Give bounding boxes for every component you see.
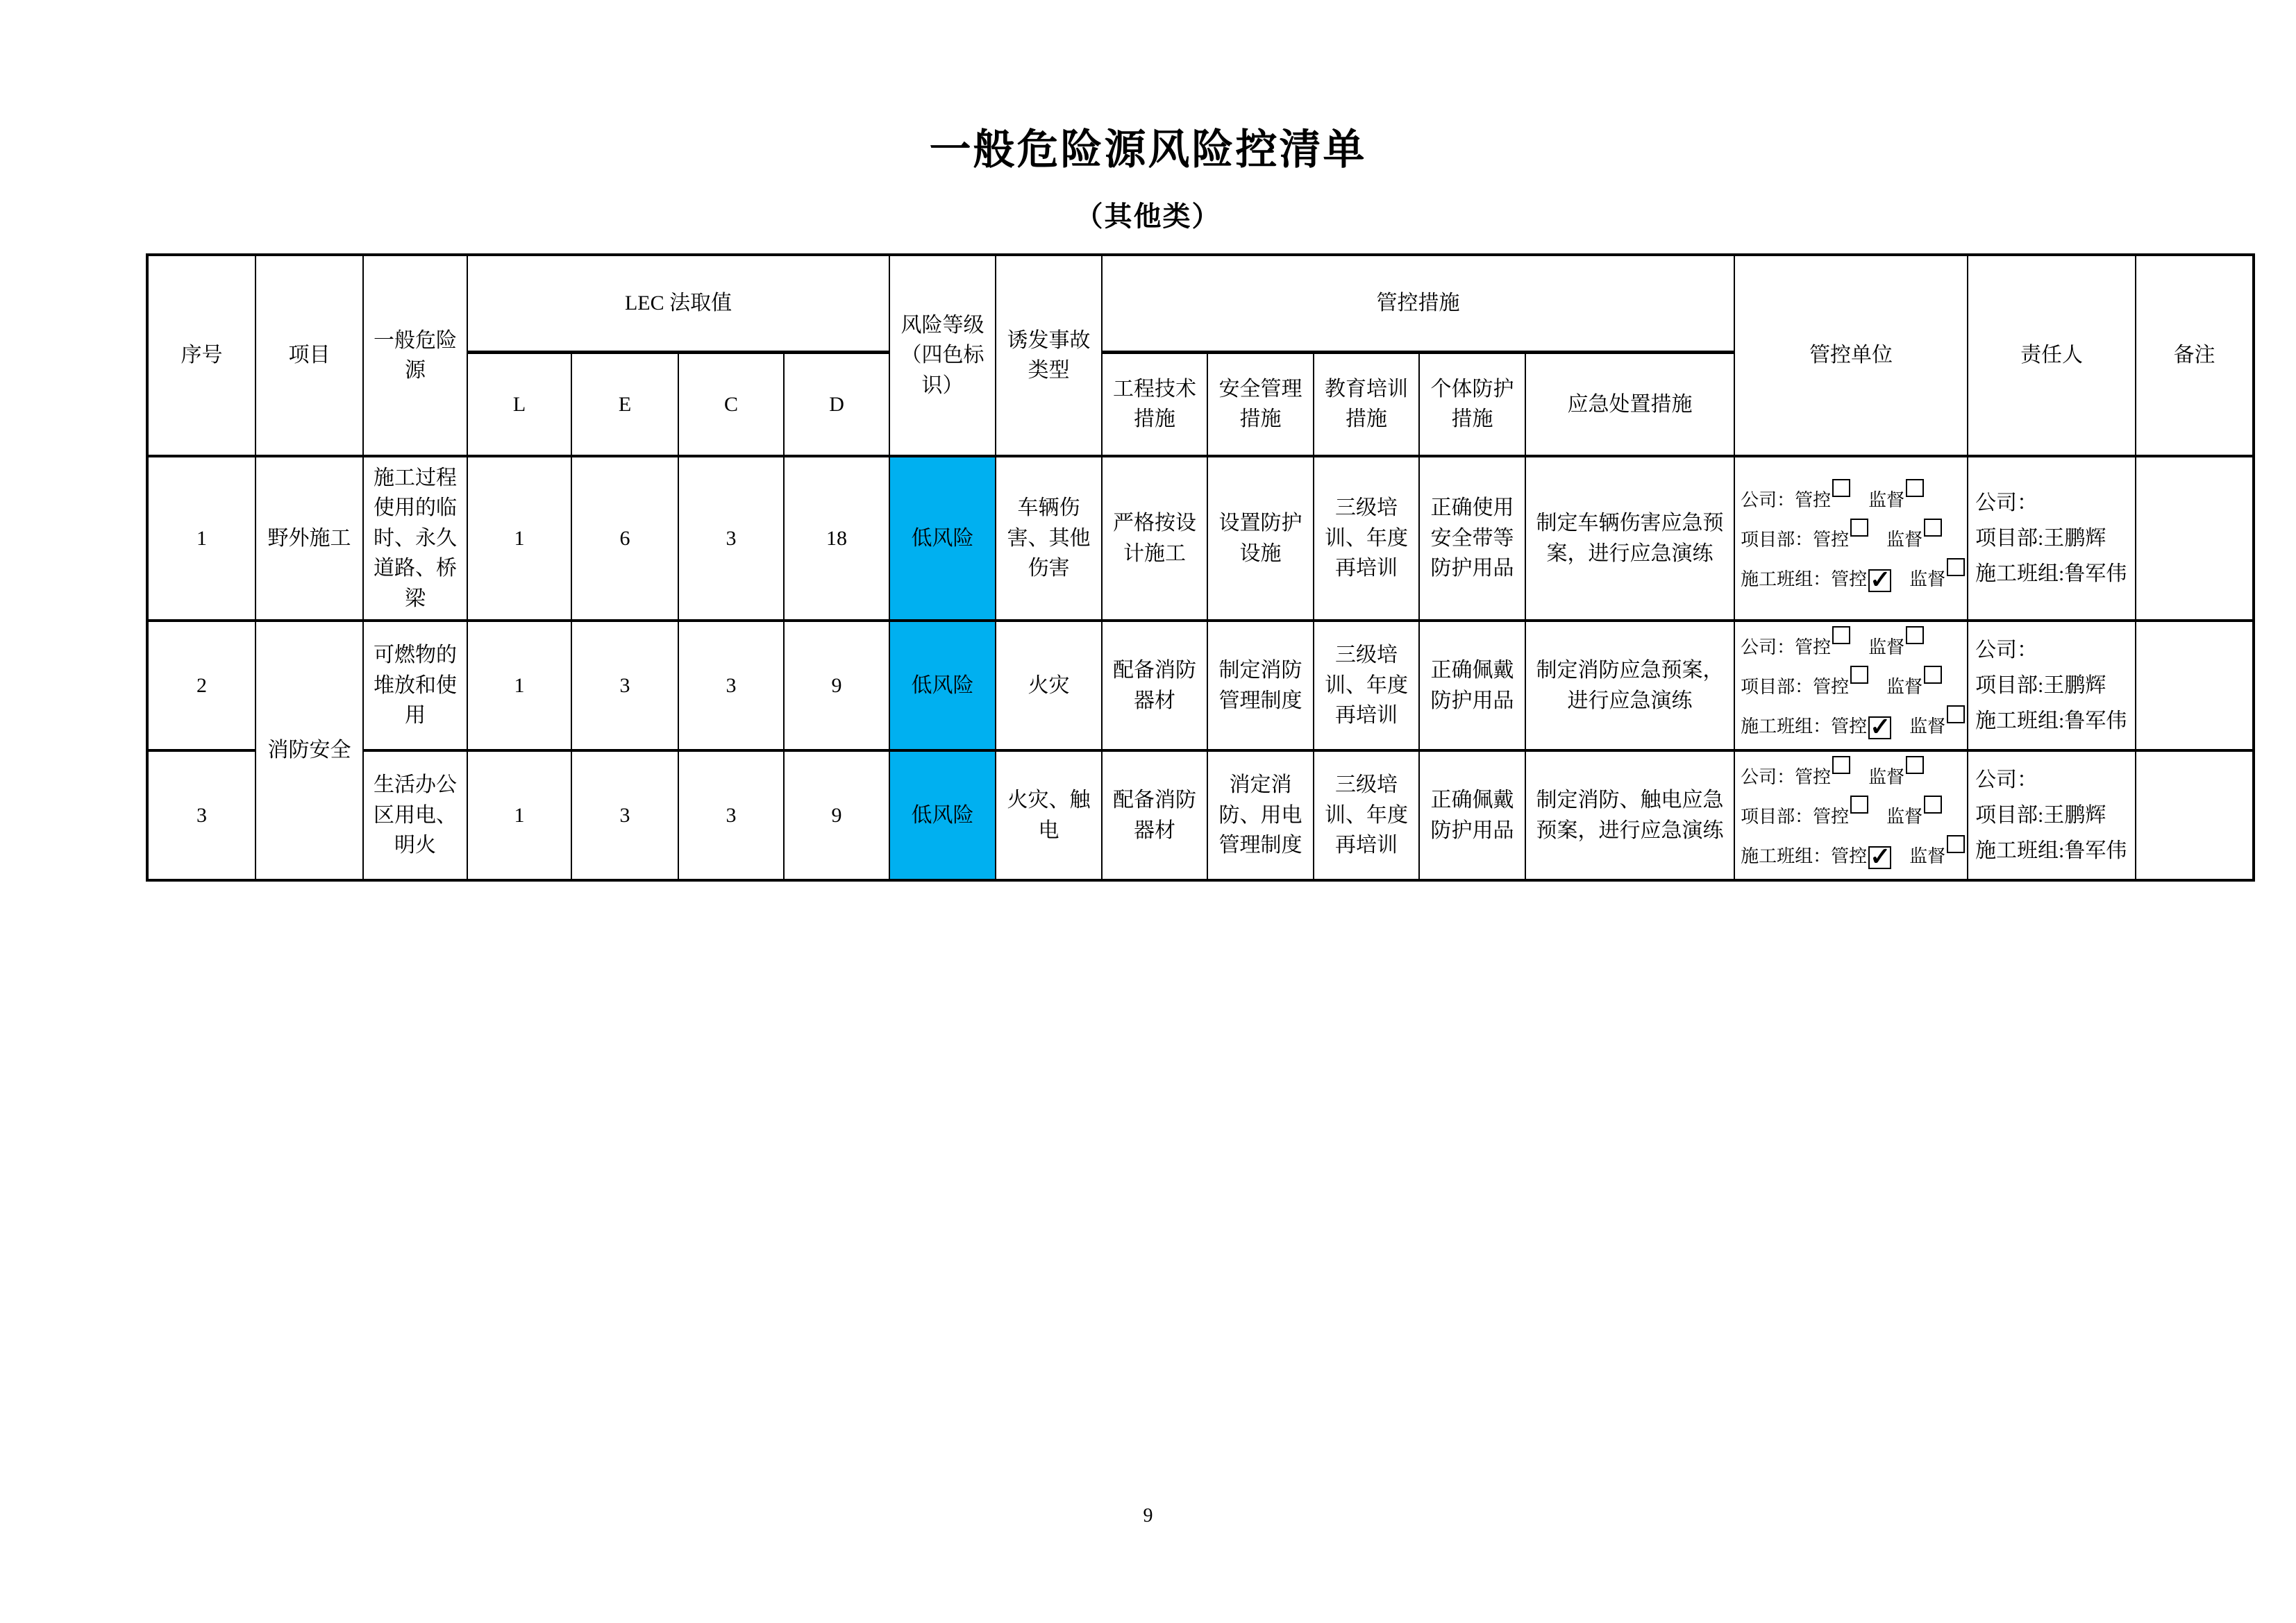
risk-level-cell: 低风险 bbox=[889, 456, 996, 621]
supervise-checkbox[interactable] bbox=[1924, 519, 1942, 537]
measure-emergency-cell: 制定消防、触电应急预案，进行应急演练 bbox=[1525, 750, 1734, 880]
measure-ppe-cell: 正确佩戴防护用品 bbox=[1419, 750, 1525, 880]
accident-type-cell: 火灾、触电 bbox=[996, 750, 1102, 880]
responsible-line: 公司： bbox=[1975, 491, 2038, 514]
manage-checkbox[interactable] bbox=[1868, 569, 1891, 592]
responsible-line: 公司： bbox=[1975, 768, 2038, 791]
supervise-label: 监督 bbox=[1909, 569, 1946, 589]
manage-label: 管控 bbox=[1831, 569, 1868, 589]
col-header-risk-level: 风险等级（四色标识） bbox=[889, 255, 996, 456]
page-number: 9 bbox=[1143, 1505, 1153, 1527]
org-label: 施工班组： bbox=[1741, 846, 1832, 866]
measure-training-cell: 三级培训、年度再培训 bbox=[1314, 750, 1419, 880]
col-header-measure-safety: 安全管理措施 bbox=[1207, 352, 1314, 456]
risk-level-cell: 低风险 bbox=[889, 621, 996, 750]
supervise-checkbox[interactable] bbox=[1906, 756, 1924, 774]
manage-label: 管控 bbox=[1831, 716, 1868, 737]
measure-engineering-cell: 严格按设计施工 bbox=[1102, 456, 1207, 621]
supervise-label: 监督 bbox=[1886, 677, 1923, 697]
col-header-measures-group: 管控措施 bbox=[1102, 255, 1734, 352]
manage-checkbox[interactable] bbox=[1850, 519, 1868, 537]
measure-ppe-cell: 正确使用安全带等防护用品 bbox=[1419, 456, 1525, 621]
supervise-checkbox[interactable] bbox=[1906, 626, 1924, 644]
responsible-cell bbox=[1968, 750, 2136, 880]
col-header-lec-e: E bbox=[571, 352, 678, 456]
responsible-line: 施工班组:鲁军伟 bbox=[1975, 839, 2127, 862]
control-unit-cell bbox=[1734, 621, 1968, 750]
manage-label: 管控 bbox=[1831, 846, 1868, 866]
table-row bbox=[147, 750, 2254, 880]
supervise-checkbox[interactable] bbox=[1906, 479, 1924, 497]
col-header-serial: 序号 bbox=[147, 255, 255, 456]
manage-label: 管控 bbox=[1813, 807, 1850, 827]
lec-l-cell: 1 bbox=[467, 456, 571, 621]
lec-d-cell: 9 bbox=[784, 621, 889, 750]
supervise-label: 监督 bbox=[1868, 637, 1905, 657]
manage-label: 管控 bbox=[1795, 637, 1832, 657]
org-label: 施工班组： bbox=[1741, 569, 1832, 589]
page-title: 一般危险源风险控清单 bbox=[929, 126, 1367, 173]
manage-checkbox[interactable] bbox=[1832, 479, 1850, 497]
org-label: 公司： bbox=[1741, 637, 1795, 657]
col-header-lec-c: C bbox=[678, 352, 784, 456]
org-label: 项目部： bbox=[1741, 807, 1813, 827]
col-header-control-unit: 管控单位 bbox=[1734, 255, 1968, 456]
manage-label: 管控 bbox=[1795, 490, 1832, 510]
org-label: 施工班组： bbox=[1741, 716, 1832, 737]
org-label: 项目部： bbox=[1741, 530, 1813, 550]
control-unit-line bbox=[1741, 705, 1964, 745]
supervise-label: 监督 bbox=[1909, 716, 1946, 737]
lec-l-cell: 1 bbox=[467, 621, 571, 750]
supervise-checkbox[interactable] bbox=[1924, 666, 1942, 684]
control-unit-line bbox=[1741, 666, 1964, 705]
manage-checkbox[interactable] bbox=[1850, 796, 1868, 814]
lec-l-cell: 1 bbox=[467, 750, 571, 880]
col-header-measure-training: 教育培训措施 bbox=[1314, 352, 1419, 456]
lec-d-cell: 18 bbox=[784, 456, 889, 621]
project-cell: 野外施工 bbox=[255, 456, 363, 621]
supervise-checkbox[interactable] bbox=[1947, 705, 1965, 723]
supervise-checkbox[interactable] bbox=[1947, 558, 1965, 576]
supervise-label: 监督 bbox=[1868, 767, 1905, 787]
serial-cell: 3 bbox=[147, 750, 255, 880]
measure-safety-cell: 制定消防管理制度 bbox=[1207, 621, 1314, 750]
supervise-label: 监督 bbox=[1909, 846, 1946, 866]
lec-c-cell: 3 bbox=[678, 456, 784, 621]
col-header-lec-d: D bbox=[784, 352, 889, 456]
manage-checkbox[interactable] bbox=[1868, 716, 1891, 739]
measure-emergency-cell: 制定消防应急预案，进行应急演练 bbox=[1525, 621, 1734, 750]
lec-e-cell: 3 bbox=[571, 750, 678, 880]
accident-type-cell: 车辆伤害、其他伤害 bbox=[996, 456, 1102, 621]
col-header-project: 项目 bbox=[255, 255, 363, 456]
hazard-cell: 可燃物的堆放和使用 bbox=[363, 621, 467, 750]
serial-cell: 1 bbox=[147, 456, 255, 621]
supervise-label: 监督 bbox=[1886, 807, 1923, 827]
responsible-line: 项目部:王鹏辉 bbox=[1975, 804, 2106, 827]
measure-training-cell: 三级培训、年度再培训 bbox=[1314, 621, 1419, 750]
col-header-measure-emergency: 应急处置措施 bbox=[1525, 352, 1734, 456]
responsible-cell bbox=[1968, 621, 2136, 750]
risk-control-table bbox=[146, 253, 2255, 882]
project-cell: 消防安全 bbox=[255, 621, 363, 880]
col-header-responsible: 责任人 bbox=[1968, 255, 2136, 456]
responsible-line: 施工班组:鲁军伟 bbox=[1975, 709, 2127, 732]
manage-label: 管控 bbox=[1795, 767, 1832, 787]
supervise-label: 监督 bbox=[1886, 530, 1923, 550]
supervise-checkbox[interactable] bbox=[1947, 835, 1965, 853]
control-unit-line bbox=[1741, 835, 1964, 875]
responsible-line: 项目部:王鹏辉 bbox=[1975, 674, 2106, 697]
supervise-label: 监督 bbox=[1868, 490, 1905, 510]
accident-type-cell: 火灾 bbox=[996, 621, 1102, 750]
supervise-checkbox[interactable] bbox=[1924, 796, 1942, 814]
remark-cell bbox=[2136, 750, 2254, 880]
control-unit-line bbox=[1741, 626, 1964, 666]
serial-cell: 2 bbox=[147, 621, 255, 750]
table-row bbox=[147, 621, 2254, 750]
col-header-lec-l: L bbox=[467, 352, 571, 456]
control-unit-cell bbox=[1734, 456, 1968, 621]
measure-safety-cell: 消定消防、用电管理制度 bbox=[1207, 750, 1314, 880]
remark-cell bbox=[2136, 621, 2254, 750]
measure-engineering-cell: 配备消防器材 bbox=[1102, 621, 1207, 750]
remark-cell bbox=[2136, 456, 2254, 621]
manage-label: 管控 bbox=[1813, 530, 1850, 550]
measure-safety-cell: 设置防护设施 bbox=[1207, 456, 1314, 621]
org-label: 公司： bbox=[1741, 490, 1795, 510]
lec-c-cell: 3 bbox=[678, 621, 784, 750]
control-unit-line bbox=[1741, 558, 1964, 598]
table-row bbox=[147, 456, 2254, 621]
lec-c-cell: 3 bbox=[678, 750, 784, 880]
manage-checkbox[interactable] bbox=[1832, 626, 1850, 644]
manage-label: 管控 bbox=[1813, 677, 1850, 697]
control-unit-cell bbox=[1734, 750, 1968, 880]
responsible-line: 公司： bbox=[1975, 639, 2038, 662]
manage-checkbox[interactable] bbox=[1850, 666, 1868, 684]
measure-engineering-cell: 配备消防器材 bbox=[1102, 750, 1207, 880]
measure-training-cell: 三级培训、年度再培训 bbox=[1314, 456, 1419, 621]
control-unit-line bbox=[1741, 519, 1964, 558]
org-label: 公司： bbox=[1741, 767, 1795, 787]
manage-checkbox[interactable] bbox=[1832, 756, 1850, 774]
lec-e-cell: 6 bbox=[571, 456, 678, 621]
responsible-line: 施工班组:鲁军伟 bbox=[1975, 562, 2127, 585]
responsible-cell bbox=[1968, 456, 2136, 621]
control-unit-line bbox=[1741, 479, 1964, 519]
org-label: 项目部： bbox=[1741, 677, 1813, 697]
page-subtitle: （其他类） bbox=[1075, 201, 1221, 232]
hazard-cell: 生活办公区用电、明火 bbox=[363, 750, 467, 880]
responsible-line: 项目部:王鹏辉 bbox=[1975, 527, 2106, 550]
risk-level-cell: 低风险 bbox=[889, 750, 996, 880]
col-header-hazard: 一般危险源 bbox=[363, 255, 467, 456]
lec-d-cell: 9 bbox=[784, 750, 889, 880]
control-unit-line bbox=[1741, 756, 1964, 796]
col-header-accident-type: 诱发事故类型 bbox=[996, 255, 1102, 456]
lec-e-cell: 3 bbox=[571, 621, 678, 750]
manage-checkbox[interactable] bbox=[1868, 846, 1891, 869]
control-unit-line bbox=[1741, 796, 1964, 835]
col-header-remark: 备注 bbox=[2136, 255, 2254, 456]
col-header-measure-ppe: 个体防护措施 bbox=[1419, 352, 1525, 456]
measure-emergency-cell: 制定车辆伤害应急预案，进行应急演练 bbox=[1525, 456, 1734, 621]
hazard-cell: 施工过程使用的临时、永久道路、桥梁 bbox=[363, 456, 467, 621]
col-header-lec-group: LEC 法取值 bbox=[467, 255, 889, 352]
measure-ppe-cell: 正确佩戴防护用品 bbox=[1419, 621, 1525, 750]
col-header-measure-engineering: 工程技术措施 bbox=[1102, 352, 1207, 456]
